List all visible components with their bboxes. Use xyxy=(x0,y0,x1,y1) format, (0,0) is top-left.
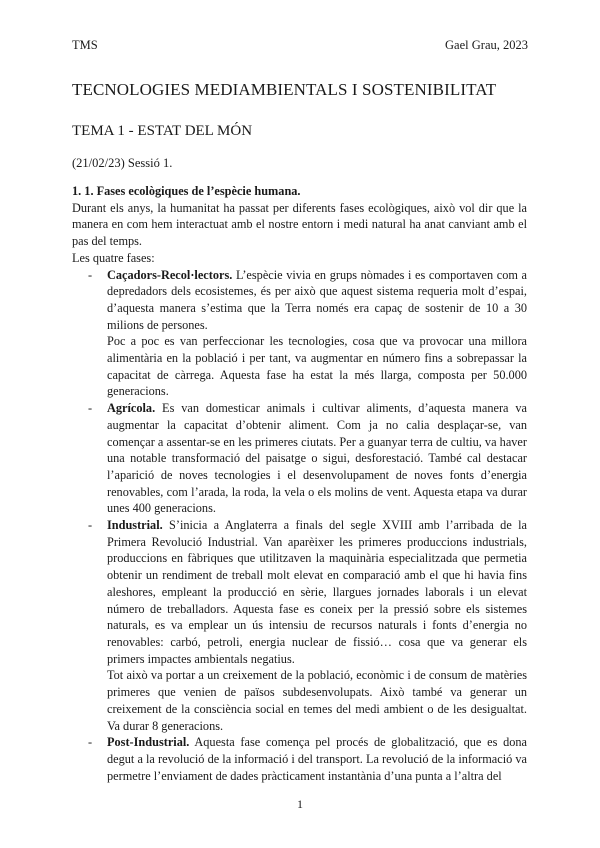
list-item xyxy=(72,267,527,401)
list-item xyxy=(72,734,527,784)
list-item xyxy=(72,400,527,517)
body-content xyxy=(72,183,527,784)
phase-text: L’espècie vivia en grups nòmades i es comportaven com a depredadors dels ecosistemes, és per això que aquest sistema requeria molt d’espai, d’aquesta manera s’estima que la Terra només era capaç de sostenir de 10 a 30 milions de persones. xyxy=(107,267,527,332)
list-dash: - xyxy=(88,518,93,533)
list-dash: - xyxy=(88,401,93,416)
phases-lead: Les quatre fases: xyxy=(72,250,155,265)
phase-name: Post-Industrial. xyxy=(107,735,190,750)
topic-title: TEMA 1 - ESTAT DEL MÓN xyxy=(72,123,253,139)
phase-extra: Tot això va portar a un creixement de la població, econòmic i de consum de matèries primeres que venien de països subdesenvolupats. Això també va generar un creixement de la consciència social en temes del medi ambient o de les desigualtat. Va durar 8 generacions. xyxy=(107,668,527,733)
phase-name: Agrícola. xyxy=(107,401,156,416)
header-left: TMS xyxy=(72,38,98,52)
phase-text: S’inicia a Anglaterra a finals del segle XVIII amb l’arribada de la Primera Revolució Industrial. Van aparèixer les primeres produccions industrials, produccions en fàbriques que utilitzaven la maquinària especialitzada que permetia obtenir un rendiment de treball molt elevat en comparació amb el que hi havia fins aleshores, empleant la producció en sèrie, llargues jornades laborals i un elevat número de treballadors. Aquesta fase es coneix per la pressió sobre els sistemes naturals, es va emplear un ús intensiu de recursos naturals i fonts d’energia no renovables: carbó, petroli, energia nuclear de fissió… cosa que va generar els primers impactes ambientals negatius. xyxy=(107,518,527,666)
phase-text: Aquesta fase comença pel procés de globalització, que es dona degut a la revolució de la informació i del transport. La revolució de la informació va permetre l’enviament de dades pràcticament instantània d’una punta a l’altra del xyxy=(107,735,527,783)
section-heading: 1. 1. Fases ecològiques de l’espècie humana. xyxy=(72,184,301,198)
phase-name: Caçadors-Recol·lectors. xyxy=(107,267,233,282)
session-label: (21/02/23) Sessió 1. xyxy=(72,156,173,170)
header-right: Gael Grau, 2023 xyxy=(445,38,528,52)
phase-extra: Poc a poc es van perfeccionar les tecnologies, cosa que va provocar una millora alimentària en la població i per tant, va augmentar en número fins a sobrepassar la capacitat de càrrega. Aquesta fase ha estat la més llarga, composta per 50.000 generacions. xyxy=(107,334,527,399)
document-title: TECNOLOGIES MEDIAMBIENTALS I SOSTENIBILITAT xyxy=(72,80,497,99)
list-dash: - xyxy=(88,267,93,282)
list-item xyxy=(72,517,527,734)
phase-text: Es van domesticar animals i cultivar aliments, d’aquesta manera va augmentar la capacitat d’obtenir aliment. Com ja no calia desplaçar-se, van començar a assentar-se en les primeres ciutats. Per a guanyar terra de cultiu, va haver una notable transformació del paisatge o sigui, desforestació. També cal destacar l’aparició de noves tecnologies i el desenvolupament de noves fonts d’energia renovables, com l’arada, la roda, la vela o els molins de vent. Aquesta etapa va durar unes 400 generacions. xyxy=(107,401,527,516)
phases-list xyxy=(72,267,527,785)
page-number: 1 xyxy=(297,797,303,811)
intro-paragraph: Durant els anys, la humanitat ha passat per diferents fases ecològiques, això vol dir que la manera en com hem interactuat amb el nostre entorn i medi natural ha anat canviant amb el pas del temps. xyxy=(72,200,527,249)
phase-name: Industrial. xyxy=(107,518,163,533)
list-dash: - xyxy=(88,735,93,750)
